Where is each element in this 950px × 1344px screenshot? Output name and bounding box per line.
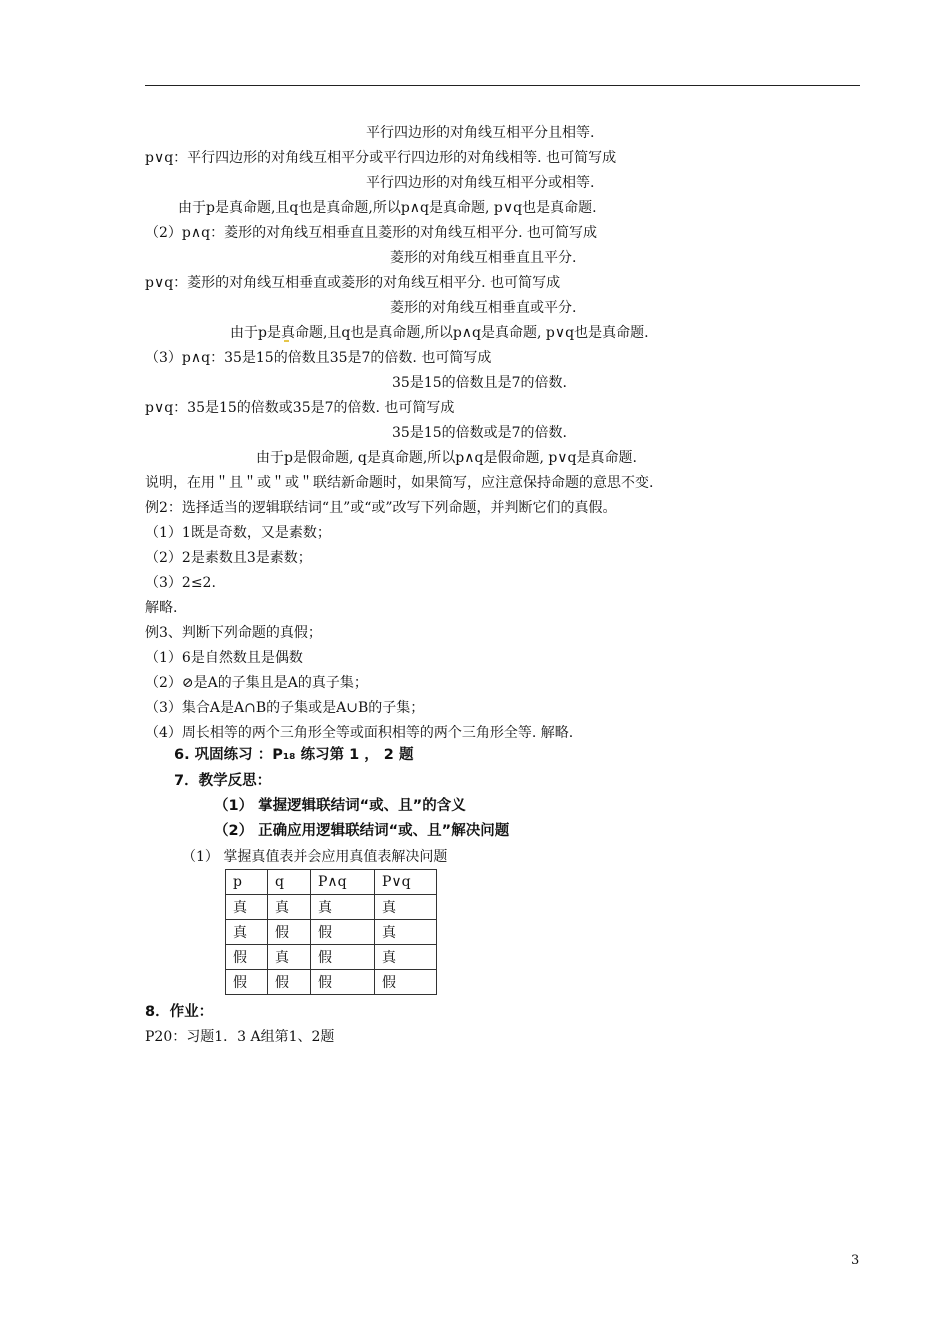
table-cell: 假 [226,945,268,970]
homework-heading: 8．作业： [145,1004,214,1020]
table-row [226,920,437,945]
text-line: 菱形的对角线互相垂直且平分. [390,250,577,266]
text-line: p∨q：平行四边形的对角线互相平分或平行四边形的对角线相等. 也可简写成 [145,150,617,166]
table-header-cell: P∧q [311,870,375,895]
text-line: 解略. [145,600,178,616]
text-line: 菱形的对角线互相垂直或平分. [390,300,577,316]
table-cell: 假 [226,970,268,995]
reflection-item: （1） 掌握真值表并会应用真值表解决问题 [182,849,448,865]
text-line: （2）⊘是A的子集且是A的真子集； [145,675,368,691]
table-cell: 真 [268,945,311,970]
table-cell: 真 [226,920,268,945]
table-row [226,945,437,970]
table-cell: 假 [311,945,375,970]
header-rule [145,85,860,86]
text-line: （2）p∧q：菱形的对角线互相垂直且菱形的对角线互相平分. 也可简写成 [145,225,597,241]
text-line: 平行四边形的对角线互相平分且相等. [366,125,595,141]
table-cell: 假 [268,970,311,995]
homework-text: P20：习题1．3 A组第1、2题 [145,1029,335,1045]
text-line: （1）6是自然数且是偶数 [145,650,303,666]
table-cell: 假 [311,920,375,945]
table-header-cell: P∨q [375,870,437,895]
table-cell: 真 [375,895,437,920]
reflection-item: （1） 掌握逻辑联结词“或、且”的含义 [214,798,466,814]
table-header-cell: q [268,870,311,895]
text-line: 35是15的倍数或是7的倍数. [392,425,567,441]
text-line: 平行四边形的对角线互相平分或相等. [366,175,595,191]
text-line: （3）2≤2. [145,575,216,591]
table-row [226,970,437,995]
text-line: 由于p是假命题, q是真命题,所以p∧q是假命题, p∨q是真命题. [256,450,637,466]
text-line: 35是15的倍数且是7的倍数. [392,375,567,391]
text-line: （3）集合A是A∩B的子集或是A∪B的子集； [145,700,425,716]
table-cell: 假 [375,970,437,995]
table-row [226,895,437,920]
table-header-cell: p [226,870,268,895]
text-line: （1）1既是奇数，又是素数； [145,525,331,541]
table-cell: 假 [268,920,311,945]
text-line: （4）周长相等的两个三角形全等或面积相等的两个三角形全等. 解略. [145,725,574,741]
text-line: 说明，在用＂且＂或＂或＂联结新命题时，如果简写，应注意保持命题的意思不变. [145,475,654,491]
text-line: （2）2是素数且3是素数； [145,550,312,566]
text-line: 例3、判断下列命题的真假； [145,625,322,641]
table-cell: 真 [226,895,268,920]
truth-table [225,869,437,995]
table-cell: 真 [311,895,375,920]
text-line: 例2：选择适当的逻辑联结词“且”或“或”改写下列命题，并判断它们的真假。 [145,500,617,516]
text-line: 由于p是真命题,且q也是真命题,所以p∧q是真命题, p∨q也是真命题. [230,325,649,341]
text-line: p∨q：35是15的倍数或35是7的倍数. 也可简写成 [145,400,455,416]
section-heading-practice: 6. 巩固练习 ：P₁₈ 练习第 1 ， 2 题 [174,747,414,763]
section-heading-reflection: 7．教学反思： [174,773,272,789]
table-header-row [226,870,437,895]
text-line: 由于p是真命题,且q也是真命题,所以p∧q是真命题, p∨q也是真命题. [178,200,597,216]
table-cell: 真 [268,895,311,920]
table-cell: 假 [311,970,375,995]
text-line: p∨q：菱形的对角线互相垂直或菱形的对角线互相平分. 也可简写成 [145,275,561,291]
reflection-item: （2） 正确应用逻辑联结词“或、且”解决问题 [214,823,510,839]
table-cell: 真 [375,920,437,945]
text-line: （3）p∧q：35是15的倍数且35是7的倍数. 也可简写成 [145,350,492,366]
page-number: 3 [851,1253,860,1268]
table-cell: 真 [375,945,437,970]
